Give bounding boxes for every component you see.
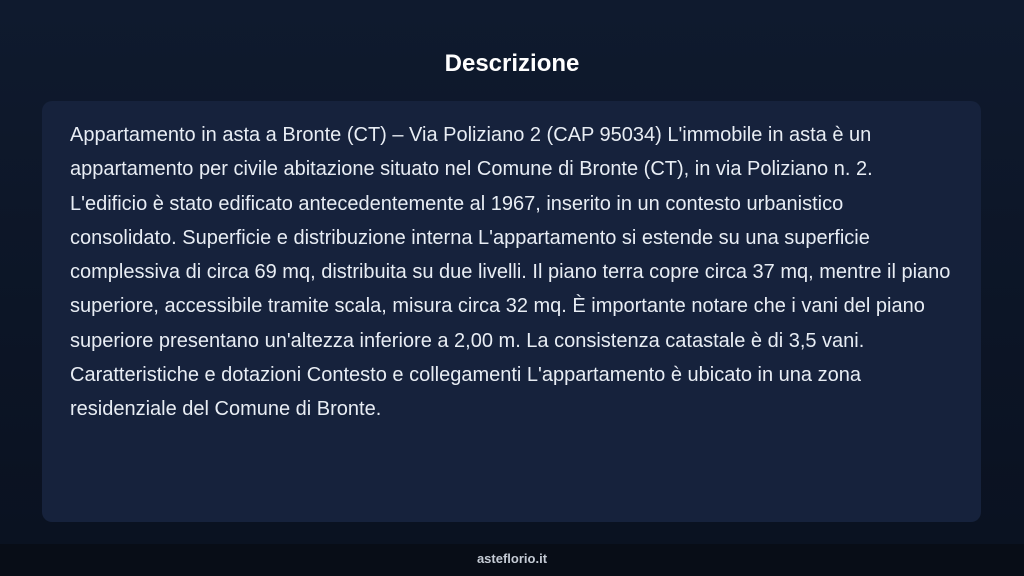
footer-brand: asteflorio.it (476, 551, 548, 566)
description-text: Appartamento in asta a Bronte (CT) – Via Poliziano 2 (CAP 95034) L'immobile in asta è un appartamento per civile abitazione situato nel Comune di Bronte (CT), in via Poliziano n. 2. L'edificio è stato edificato antecedentemente al 1967, inserito in un contesto urbanistico consolidato. Superficie e distribuzione interna L'appartamento si estende su una superficie complessiva di circa 69 mq, distribuita su due livelli. Il piano terra copre circa 37 mq, mentre il piano superiore, accessibile tramite scala, misura circa 32 mq. È importante notare che i vani del piano superiore presentano un'altezza inferiore a 2,00 m. La consistenza catastale è di 3,5 vani. Caratteristiche e dotazioni Contesto e collegamenti L'appartamento è ubicato in una zona residenziale del Comune di Bronte. (70, 124, 951, 421)
description-card (42, 101, 981, 522)
page-title: Descrizione (444, 50, 580, 77)
footer-bar (0, 544, 1024, 576)
